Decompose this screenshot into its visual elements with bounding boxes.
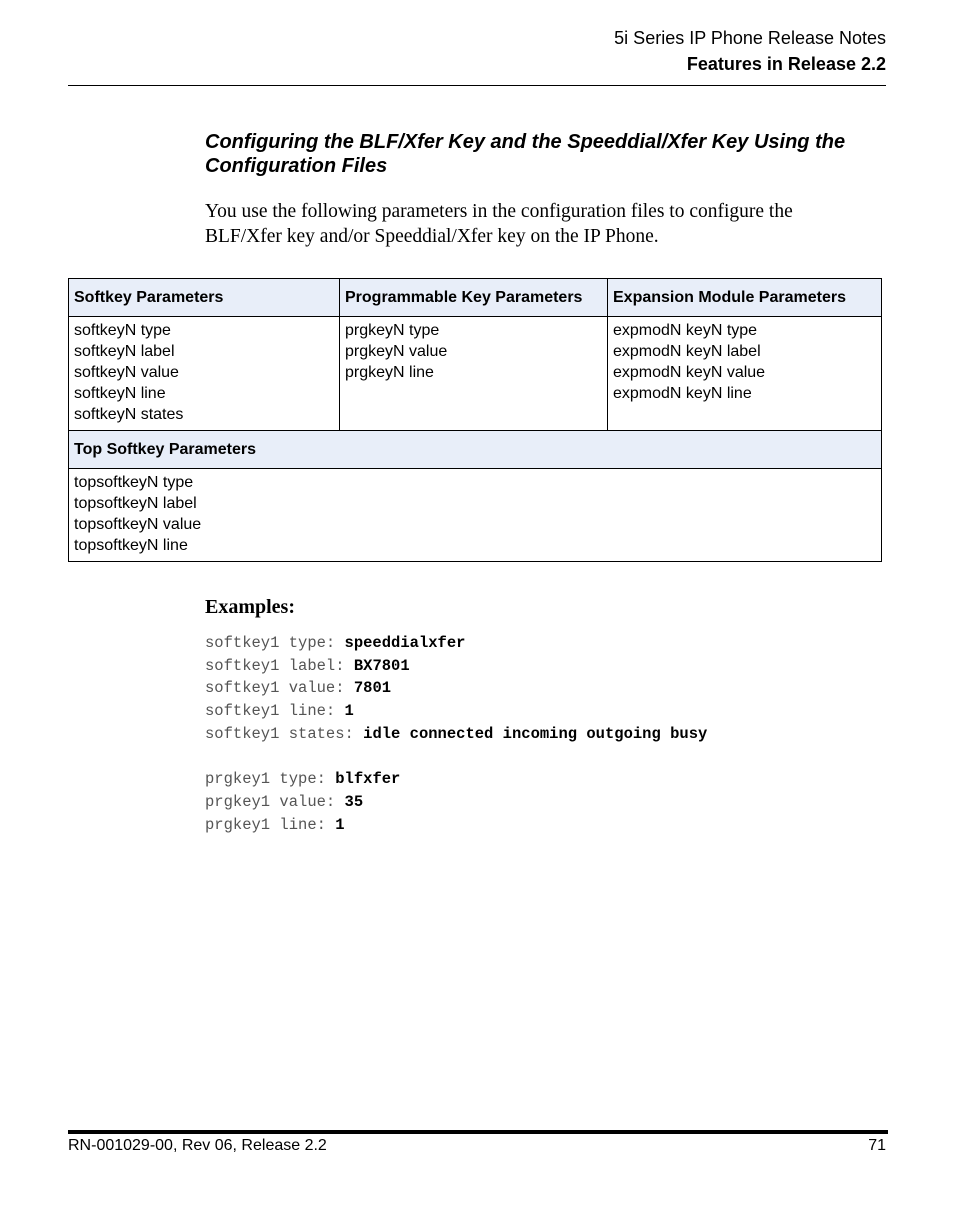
code-value: speeddialxfer — [344, 634, 466, 652]
softkey-params-cell — [69, 317, 340, 431]
list-item: prgkeyN value — [345, 343, 448, 360]
list-item: expmodN keyN label — [613, 343, 761, 360]
code-key: prgkey1 value — [205, 792, 326, 811]
list-item: softkeyN type — [74, 322, 171, 339]
code-value: 1 — [344, 702, 354, 721]
expmod-params-cell — [608, 317, 882, 431]
top-softkey-params-cell — [69, 469, 882, 562]
code-key: softkey1 states — [205, 724, 345, 743]
table-row — [69, 317, 882, 431]
code-line: prgkey1 value: 35 — [205, 792, 364, 811]
code-key: softkey1 line — [205, 702, 326, 721]
list-item: topsoftkeyN value — [74, 516, 202, 533]
table-header-row — [69, 279, 882, 317]
code-key: softkey1 label — [205, 656, 336, 675]
code-line: prgkey1 type: blfxfer — [205, 770, 401, 789]
intro-paragraph: You use the following parameters in the configuration files to configure the BLF/Xfer key and/or Speeddial/Xfer key on the IP Phone. — [205, 201, 793, 247]
code-line: softkey1 label: BX7801 — [205, 656, 410, 675]
list-item: topsoftkeyN line — [74, 537, 188, 554]
code-value: 35 — [344, 792, 364, 811]
code-line: softkey1 type: speeddialxfer — [205, 634, 466, 652]
code-key: softkey1 type — [205, 634, 326, 652]
code-value: idle connected incoming outgoing busy — [363, 724, 708, 743]
list-item: softkeyN states — [74, 406, 184, 423]
code-line: prgkey1 line: 1 — [205, 815, 345, 834]
top-softkey-params-header: Top Softkey Parameters — [69, 431, 882, 469]
section-heading: Configuring the BLF/Xfer Key and the Speeddial/Xfer Key Using the Configuration Files — [205, 131, 846, 177]
table-row — [69, 469, 882, 562]
expmod-params-header: Expansion Module Parameters — [608, 279, 882, 317]
code-example-block — [205, 632, 707, 836]
list-item: expmodN keyN line — [613, 385, 752, 402]
examples-heading: Examples: — [205, 596, 295, 618]
code-value: blfxfer — [335, 770, 401, 789]
header-section-title: Features in Release 2.2 — [686, 54, 886, 74]
prgkey-params-header: Programmable Key Parameters — [340, 279, 608, 317]
list-item: softkeyN line — [74, 385, 166, 402]
softkey-params-header: Softkey Parameters — [69, 279, 340, 317]
footer-divider — [68, 1130, 888, 1134]
code-line: softkey1 states: idle connected incoming outgoing busy — [205, 724, 708, 743]
list-item: softkeyN label — [74, 343, 175, 360]
table-header-row — [69, 431, 882, 469]
code-blank-line — [205, 745, 707, 768]
code-key: softkey1 value — [205, 679, 336, 698]
list-item: expmodN keyN value — [613, 364, 766, 381]
list-item: expmodN keyN type — [613, 322, 758, 339]
code-key: prgkey1 line — [205, 815, 317, 834]
list-item: topsoftkeyN label — [74, 495, 197, 512]
footer-doc-id: RN-001029-00, Rev 06, Release 2.2 — [68, 1137, 327, 1154]
header-divider — [68, 85, 886, 86]
page-number: 71 — [868, 1137, 886, 1154]
code-value: BX7801 — [353, 656, 410, 675]
code-key: prgkey1 type — [205, 770, 317, 789]
list-item: topsoftkeyN type — [74, 474, 194, 491]
code-value: 7801 — [353, 679, 392, 698]
code-line: softkey1 line: 1 — [205, 702, 354, 721]
parameters-table — [68, 278, 882, 562]
list-item: prgkeyN line — [345, 364, 434, 381]
code-line: softkey1 value: 7801 — [205, 679, 392, 698]
header-doc-title: 5i Series IP Phone Release Notes — [614, 28, 886, 48]
list-item: prgkeyN type — [345, 322, 440, 339]
list-item: softkeyN value — [74, 364, 179, 381]
code-value: 1 — [335, 815, 345, 834]
prgkey-params-cell — [340, 317, 608, 431]
